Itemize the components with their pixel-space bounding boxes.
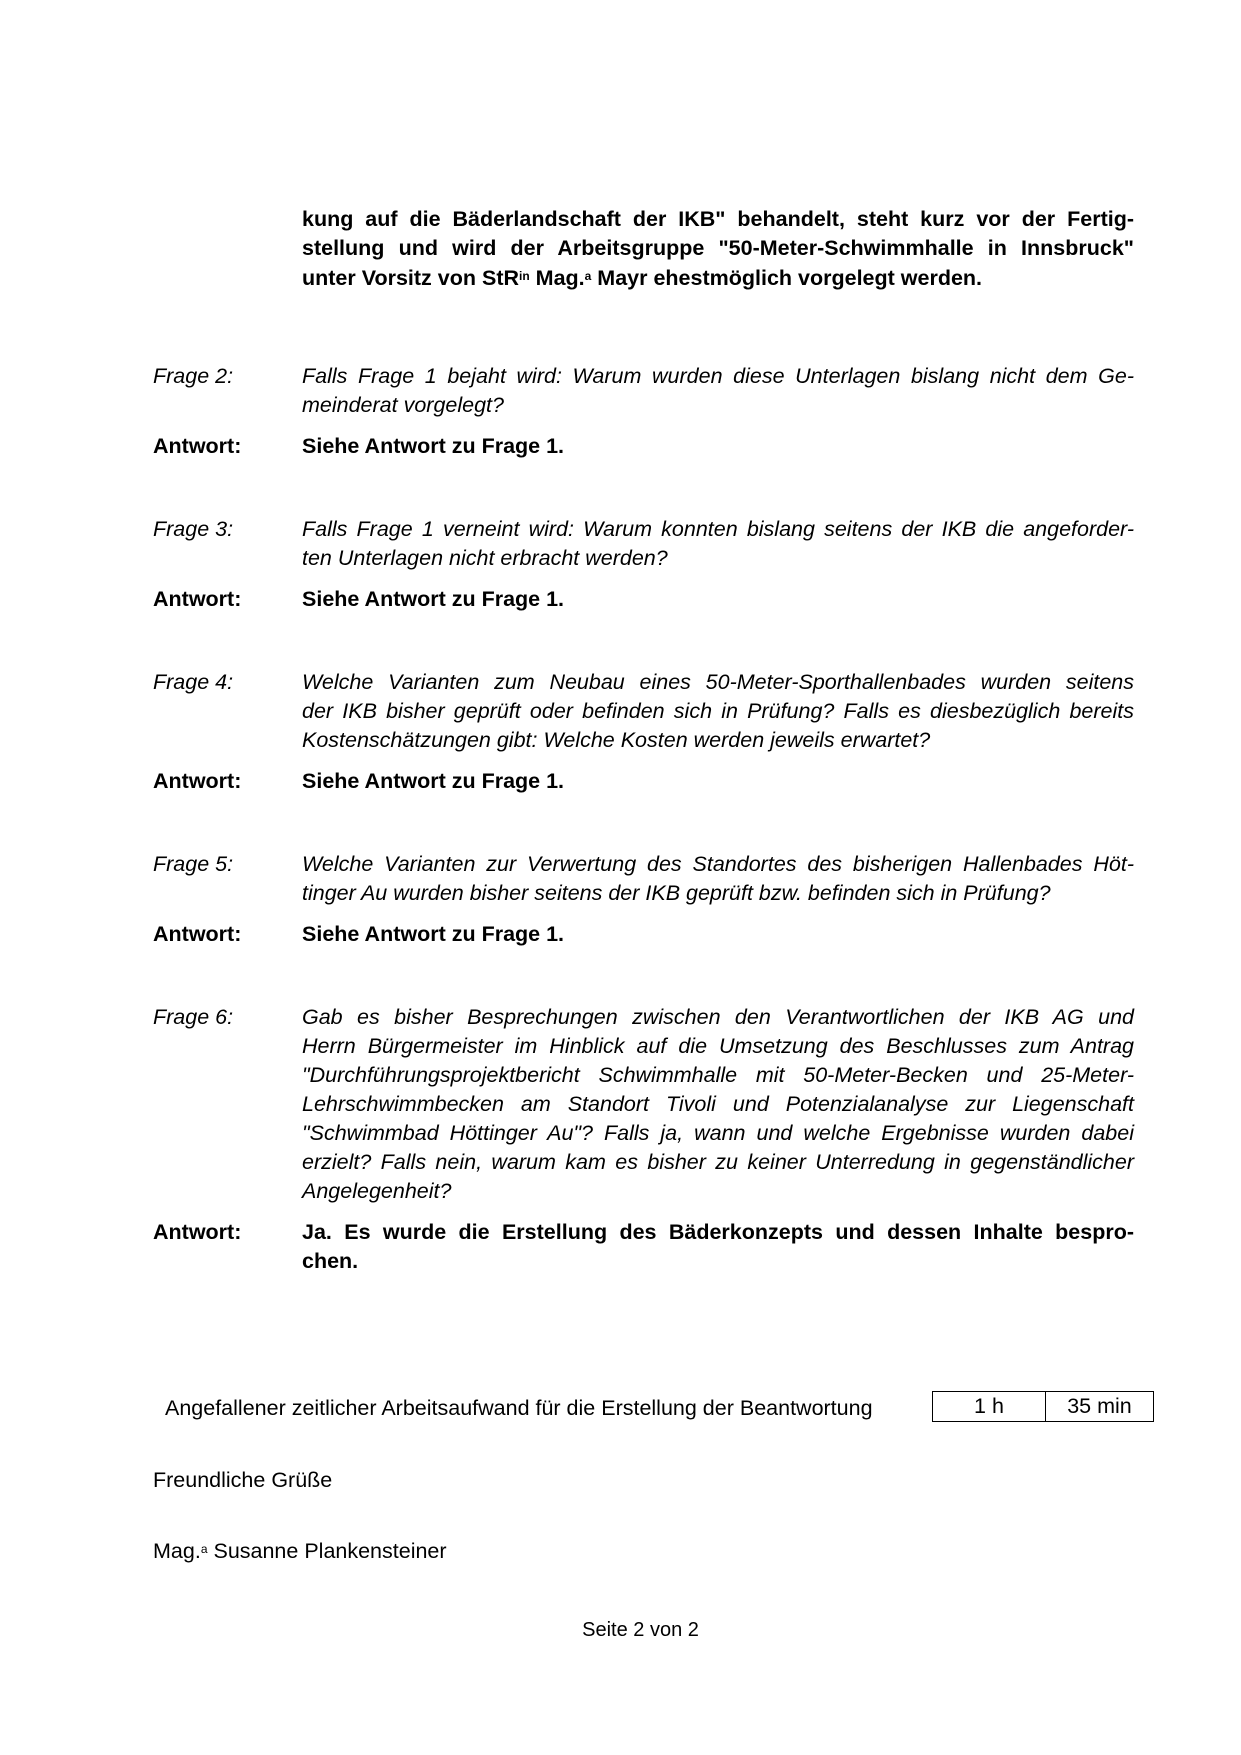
question-text-line: Kostenschätzungen gibt: Welche Kosten werden jeweils erwartet? xyxy=(302,728,931,752)
question-text-line: meinderat vorgelegt? xyxy=(302,393,504,417)
answer-text-line: Ja. Es wurde die Erstellung des Bäderkonzepts und dessen Inhalte bespro- xyxy=(302,1220,1134,1244)
question-text-line: "Schwimmbad Höttinger Au"? Falls ja, wann und welche Ergebnisse wurden dabei xyxy=(302,1121,1134,1145)
question-label: Frage 5: xyxy=(153,852,234,876)
answer-label: Antwort: xyxy=(153,587,242,611)
answer-text-line: chen. xyxy=(302,1249,359,1273)
intro-line-3-c: Mayr ehestmöglich vorgelegt werden. xyxy=(591,266,983,290)
effort-minutes: 35 min xyxy=(1067,1394,1132,1418)
answer-text-line: Siehe Antwort zu Frage 1. xyxy=(302,587,565,611)
answer-text-line: Siehe Antwort zu Frage 1. xyxy=(302,922,565,946)
answer-label: Antwort: xyxy=(153,1220,242,1244)
question-text-line: der IKB bisher geprüft oder befinden sich in Prüfung? Falls es diesbezüglich bereits xyxy=(302,699,1134,723)
question-text-line: "Durchführungsprojektbericht Schwimmhalle mit 50-Meter-Becken und 25-Meter- xyxy=(302,1063,1134,1087)
intro-line-3-a: unter Vorsitz von StR xyxy=(302,266,520,290)
intro-line-3 xyxy=(302,264,1134,293)
intro-sup-in: in xyxy=(519,269,530,283)
name-prefix: Mag. xyxy=(153,1539,201,1563)
question-text-line: tinger Au wurden bisher seitens der IKB geprüft bzw. befinden sich in Prüfung? xyxy=(302,881,1051,905)
question-text-line: Angelegenheit? xyxy=(302,1179,452,1203)
name-sup: a xyxy=(200,1542,208,1556)
intro-line-1: kung auf die Bäderlandschaft der IKB" behandelt, steht kurz vor der Fertig- xyxy=(302,207,1134,231)
answer-label: Antwort: xyxy=(153,922,242,946)
question-text-line: Lehrschwimmbecken am Standort Tivoli und Potenzialanalyse zur Liegenschaft xyxy=(302,1092,1134,1116)
answer-label: Antwort: xyxy=(153,769,242,793)
answer-label: Antwort: xyxy=(153,434,242,458)
effort-hours: 1 h xyxy=(933,1392,1046,1421)
intro-line-3-b: Mag. xyxy=(529,266,585,290)
greeting: Freundliche Grüße xyxy=(153,1468,333,1492)
name-rest: Susanne Plankensteiner xyxy=(207,1539,447,1563)
effort-table xyxy=(932,1391,1154,1422)
question-text-line: Falls Frage 1 bejaht wird: Warum wurden diese Unterlagen bislang nicht dem Ge- xyxy=(302,364,1134,388)
answer-text-line: Siehe Antwort zu Frage 1. xyxy=(302,434,565,458)
question-text-line: Falls Frage 1 verneint wird: Warum konnten bislang seitens der IKB die angeforder- xyxy=(302,517,1134,541)
intro-line-2: stellung und wird der Arbeitsgruppe "50-Meter-Schwimmhalle in Innsbruck" xyxy=(302,236,1134,260)
answer-text-line: Siehe Antwort zu Frage 1. xyxy=(302,769,565,793)
question-text-line: ten Unterlagen nicht erbracht werden? xyxy=(302,546,668,570)
question-label: Frage 6: xyxy=(153,1005,234,1029)
question-text-line: erzielt? Falls nein, warum kam es bisher zu keiner Unterredung in gegenständlicher xyxy=(302,1150,1134,1174)
question-label: Frage 4: xyxy=(153,670,234,694)
signature-name xyxy=(153,1537,447,1566)
effort-label: Angefallener zeitlicher Arbeitsaufwand für die Erstellung der Beantwortung xyxy=(165,1396,873,1420)
question-text-line: Welche Varianten zur Verwertung des Standortes des bisherigen Hallenbades Höt- xyxy=(302,852,1134,876)
question-label: Frage 2: xyxy=(153,364,234,388)
question-label: Frage 3: xyxy=(153,517,234,541)
question-text-line: Gab es bisher Besprechungen zwischen den Verantwortlichen der IKB AG und xyxy=(302,1005,1134,1029)
page-number: Seite 2 von 2 xyxy=(582,1619,699,1641)
question-text-line: Herrn Bürgermeister im Hinblick auf die Umsetzung des Beschlusses zum Antrag xyxy=(302,1034,1134,1058)
question-text-line: Welche Varianten zum Neubau eines 50-Meter-Sporthallenbades wurden seitens xyxy=(302,670,1134,694)
intro-sup-a: a xyxy=(584,269,592,283)
